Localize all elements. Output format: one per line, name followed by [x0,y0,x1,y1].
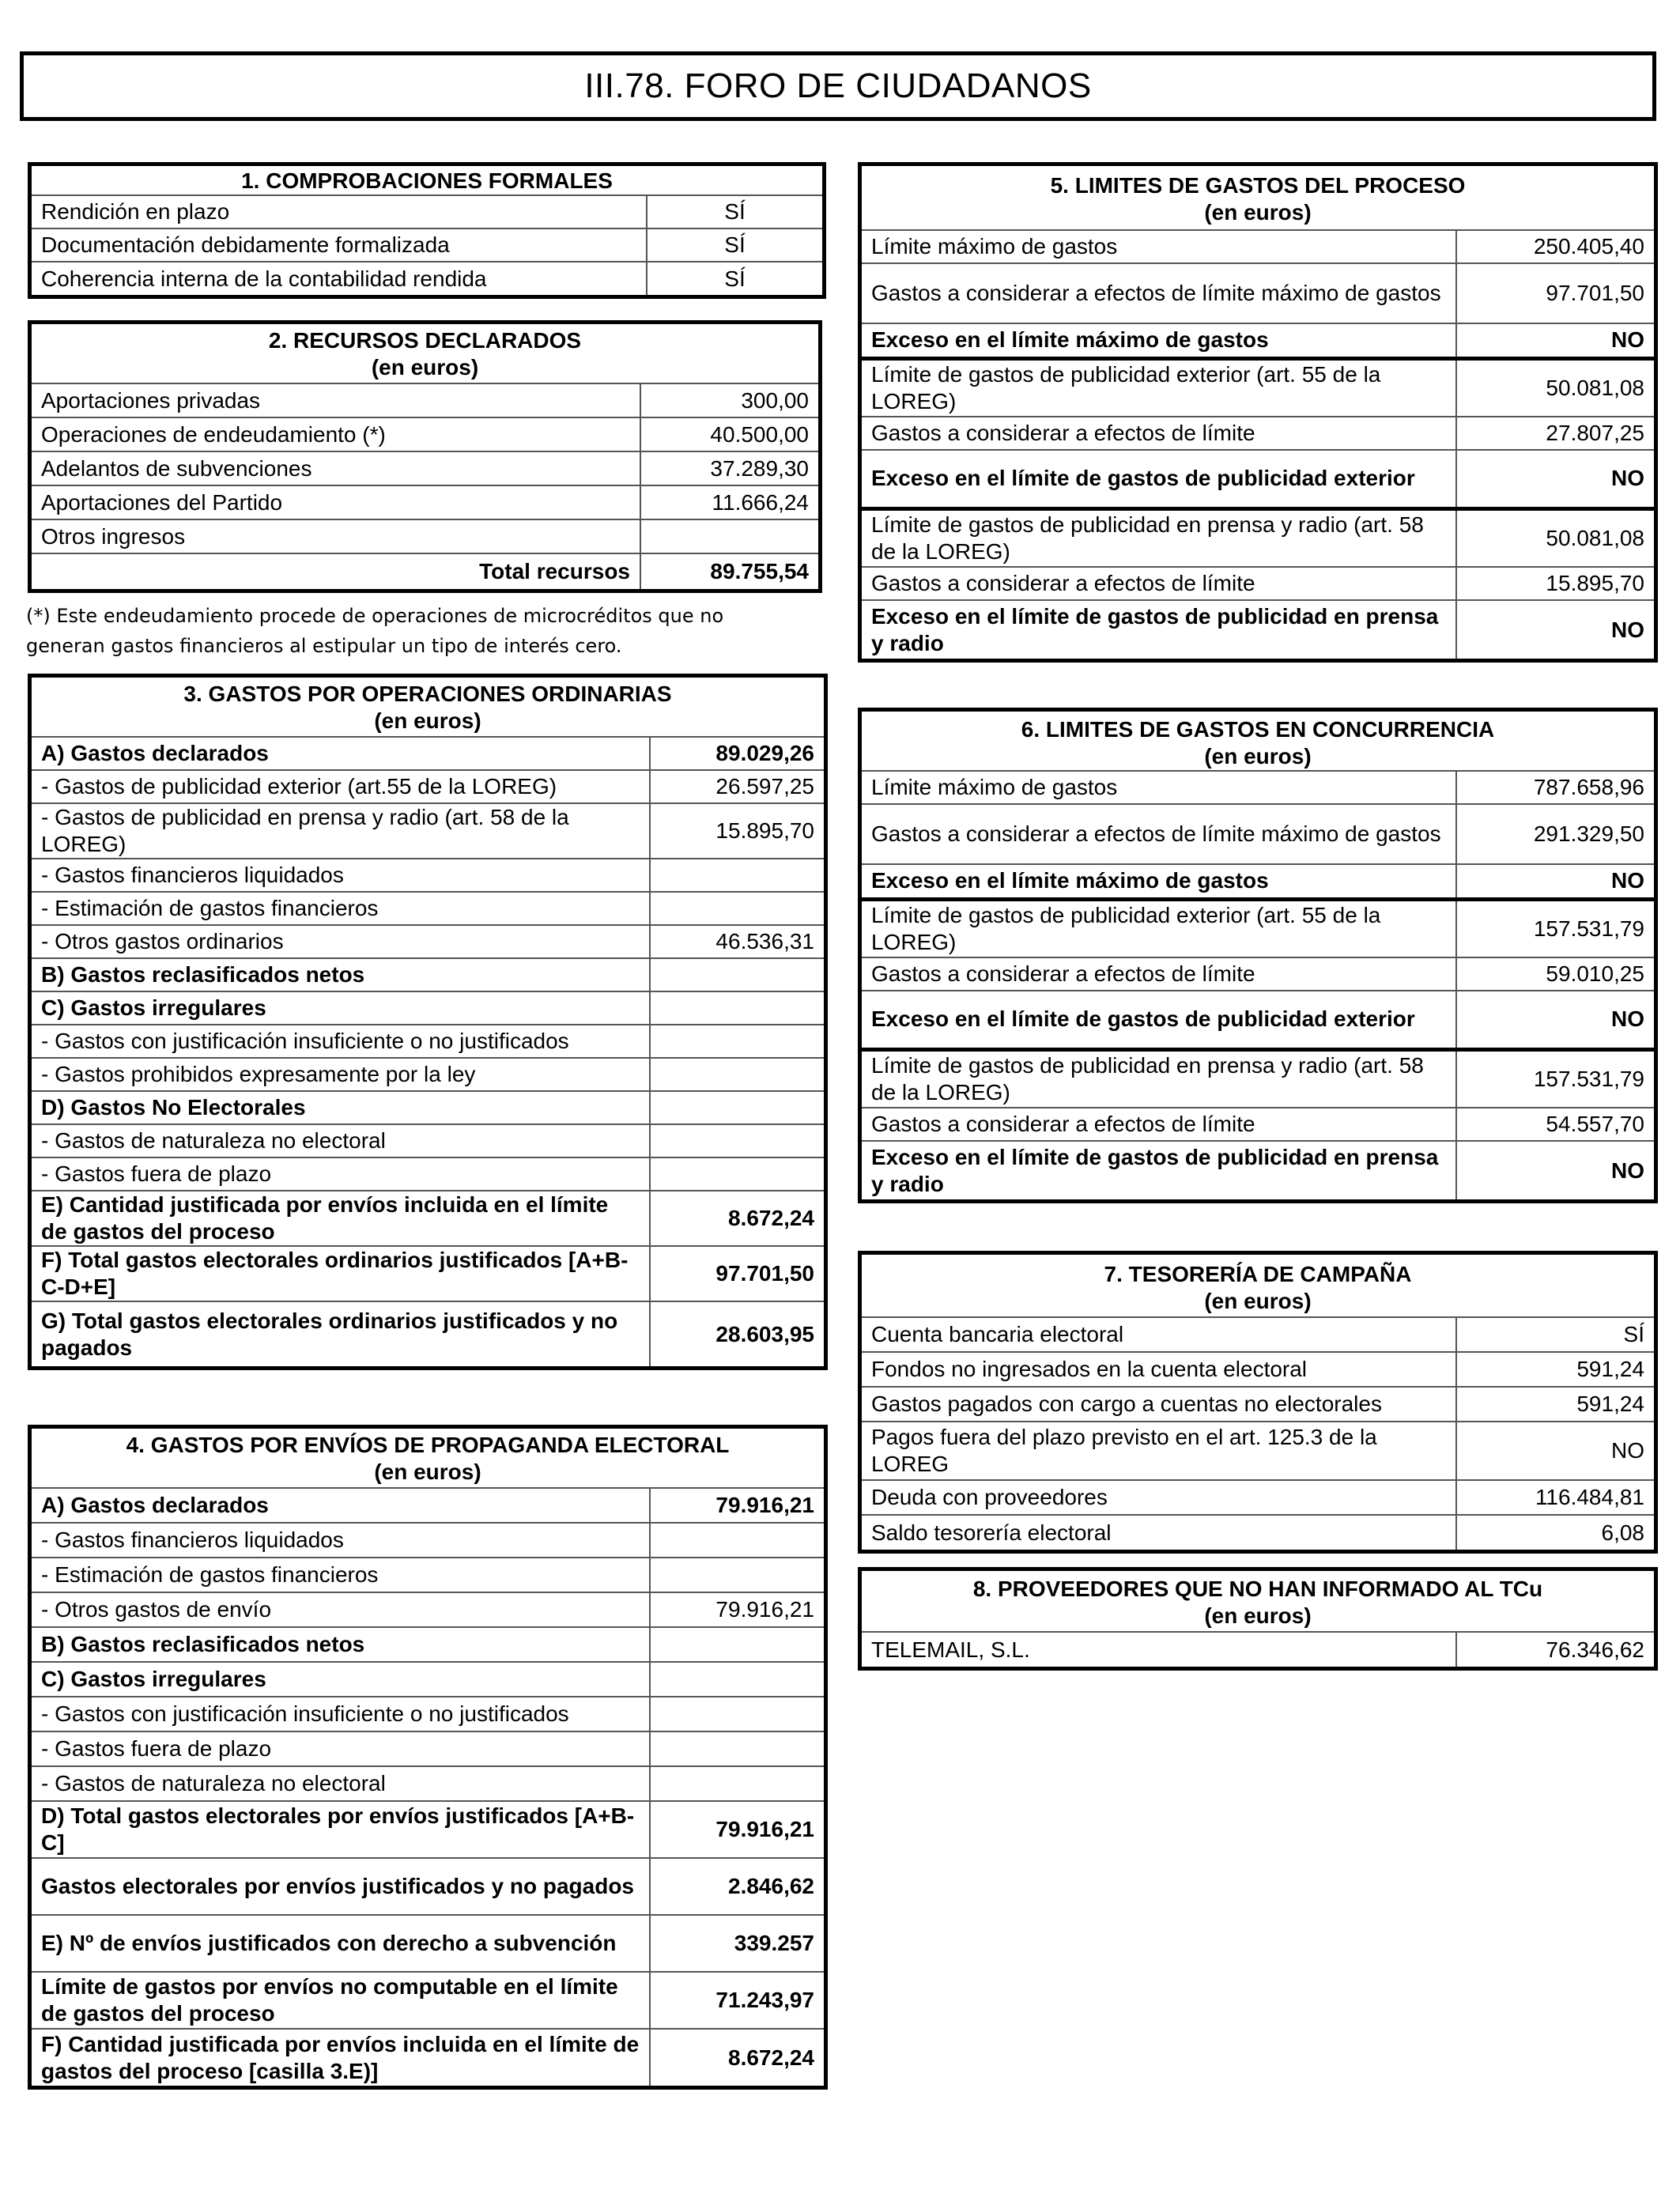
row-label: - Gastos de publicidad exterior (art.55 de la LOREG) [32,770,650,803]
row-value [650,892,824,925]
row-label: Pagos fuera del plazo previsto en el art. 125.3 de la LOREG [862,1422,1456,1480]
section-title: 7. TESORERÍA DE CAMPAÑA [1104,1262,1412,1286]
row-value: 79.916,21 [650,1488,824,1523]
row-value: 79.916,21 [650,1592,824,1627]
row-value: 116.484,81 [1456,1480,1654,1515]
row-label: Gastos pagados con cargo a cuentas no electorales [862,1387,1456,1422]
row-value: 71.243,97 [650,1972,824,2029]
row-value: SÍ [647,195,822,228]
row-value [650,1627,824,1662]
section-limites-proceso [858,162,1658,663]
total-label: Total recursos [32,553,640,589]
row-label: A) Gastos declarados [32,1488,650,1523]
row-value [650,1058,824,1091]
row-label: TELEMAIL, S.L. [862,1632,1456,1667]
row-label: Coherencia interna de la contabilidad rendida [32,262,647,295]
row-label: - Gastos prohibidos expresamente por la ley [32,1058,650,1091]
row-label: A) Gastos declarados [32,737,650,770]
row-value [650,1523,824,1558]
page-title: III.78. FORO DE CIUDADANOS [20,51,1656,121]
row-value: 787.658,96 [1456,771,1654,804]
row-value: 37.289,30 [640,451,818,485]
row-value [650,1558,824,1592]
row-value: 54.557,70 [1456,1108,1654,1141]
row-value: 300,00 [640,383,818,417]
row-value: 11.666,24 [640,485,818,519]
footnote-line: generan gastos financieros al estipular un tipo de interés cero. [26,635,622,657]
row-value [650,859,824,892]
row-label: Gastos a considerar a efectos de límite [862,1108,1456,1141]
row-value: 97.701,50 [650,1246,824,1301]
row-label: - Gastos con justificación insuficiente o no justificados [32,1697,650,1731]
row-value: 591,24 [1456,1387,1654,1422]
section-subtitle: (en euros) [374,708,481,733]
row-label: Documentación debidamente formalizada [32,228,647,262]
row-value: 27.807,25 [1456,417,1654,450]
row-label: Exceso en el límite de gastos de publicidad en prensa y radio [862,600,1456,659]
row-label: Gastos a considerar a efectos de límite [862,957,1456,991]
section-subtitle: (en euros) [371,355,479,380]
row-label: Límite de gastos de publicidad exterior (art. 55 de la LOREG) [862,899,1456,957]
footnote-line: (*) Este endeudamiento procede de operaciones de microcréditos que no [26,605,724,627]
row-value: 50.081,08 [1456,358,1654,417]
row-label: F) Cantidad justificada por envíos incluida en el límite de gastos del proceso [casilla 3.E)] [32,2029,650,2086]
row-value: 89.029,26 [650,737,824,770]
row-label: E) Cantidad justificada por envíos incluida en el límite de gastos del proceso [32,1191,650,1246]
row-label: - Estimación de gastos financieros [32,1558,650,1592]
section-comprobaciones-formales [28,162,826,299]
row-value: SÍ [1456,1317,1654,1352]
section-title: 2. RECURSOS DECLARADOS [268,328,582,353]
row-label: C) Gastos irregulares [32,991,650,1025]
section-limites-concurrencia [858,708,1658,1203]
row-value [640,519,818,553]
section-title: 5. LIMITES DE GASTOS DEL PROCESO [1050,173,1466,198]
row-value [650,1662,824,1697]
row-value: 15.895,70 [650,803,824,859]
section-subtitle: (en euros) [1204,1289,1312,1313]
row-label: Saldo tesorería electoral [862,1515,1456,1550]
row-value: 79.916,21 [650,1801,824,1858]
row-label: D) Gastos No Electorales [32,1091,650,1124]
row-value: 250.405,40 [1456,230,1654,263]
section-subtitle: (en euros) [374,1460,481,1484]
row-value [650,1731,824,1766]
row-label: Adelantos de subvenciones [32,451,640,485]
section-gastos-ordinarios [28,674,828,1370]
row-value: SÍ [647,228,822,262]
row-label: Límite de gastos de publicidad en prensa y radio (art. 58 de la LOREG) [862,1049,1456,1108]
row-value: NO [1456,450,1654,508]
row-value [650,1124,824,1157]
row-value: 6,08 [1456,1515,1654,1550]
row-label: - Otros gastos ordinarios [32,925,650,958]
row-value: 76.346,62 [1456,1632,1654,1667]
row-value: NO [1456,991,1654,1049]
row-value [650,1025,824,1058]
row-value: 591,24 [1456,1352,1654,1387]
section-subtitle: (en euros) [1204,744,1312,768]
row-value: 15.895,70 [1456,567,1654,600]
row-value: 40.500,00 [640,417,818,451]
row-label: Exceso en el límite de gastos de publicidad exterior [862,450,1456,508]
row-label: Límite máximo de gastos [862,230,1456,263]
row-label: G) Total gastos electorales ordinarios justificados y no pagados [32,1301,650,1366]
row-value: 2.846,62 [650,1858,824,1915]
row-label: - Gastos de naturaleza no electoral [32,1124,650,1157]
row-label: Aportaciones del Partido [32,485,640,519]
row-value: 26.597,25 [650,770,824,803]
row-label: Gastos a considerar a efectos de límite [862,567,1456,600]
footnote [26,601,825,661]
section-title: 8. PROVEEDORES QUE NO HAN INFORMADO AL TCu [972,1577,1543,1601]
row-label: Límite máximo de gastos [862,771,1456,804]
row-value: 8.672,24 [650,2029,824,2086]
row-value: 8.672,24 [650,1191,824,1246]
row-label: - Gastos de publicidad en prensa y radio (art. 58 de la LOREG) [32,803,650,859]
row-value: NO [1456,1141,1654,1199]
row-label: - Gastos de naturaleza no electoral [32,1766,650,1801]
row-label: Límite de gastos de publicidad exterior (art. 55 de la LOREG) [862,358,1456,417]
section-subtitle: (en euros) [1204,1603,1312,1628]
row-value: 59.010,25 [1456,957,1654,991]
row-label: Exceso en el límite de gastos de publicidad en prensa y radio [862,1141,1456,1199]
row-value [650,1697,824,1731]
total-value: 89.755,54 [640,553,818,589]
row-label: Deuda con proveedores [862,1480,1456,1515]
row-label: D) Total gastos electorales por envíos justificados [A+B-C] [32,1801,650,1858]
row-value: 97.701,50 [1456,263,1654,323]
row-label: Gastos electorales por envíos justificados y no pagados [32,1858,650,1915]
row-label: Exceso en el límite máximo de gastos [862,323,1456,358]
row-value [650,991,824,1025]
row-value: 50.081,08 [1456,508,1654,567]
row-value: 339.257 [650,1915,824,1972]
section-title: 4. GASTOS POR ENVÍOS DE PROPAGANDA ELECTORAL [126,1433,730,1457]
row-label: B) Gastos reclasificados netos [32,958,650,991]
row-label: - Otros gastos de envío [32,1592,650,1627]
row-label: C) Gastos irregulares [32,1662,650,1697]
row-label: F) Total gastos electorales ordinarios justificados [A+B-C-D+E] [32,1246,650,1301]
row-label: - Gastos financieros liquidados [32,859,650,892]
row-label: Rendición en plazo [32,195,647,228]
row-label: Gastos a considerar a efectos de límite [862,417,1456,450]
row-label: Cuenta bancaria electoral [862,1317,1456,1352]
section-gastos-envios [28,1425,828,2090]
row-label: Operaciones de endeudamiento (*) [32,417,640,451]
row-value: 28.603,95 [650,1301,824,1366]
row-label: - Gastos fuera de plazo [32,1157,650,1191]
section-tesoreria-campana [858,1251,1658,1554]
row-label: - Gastos financieros liquidados [32,1523,650,1558]
row-value [650,1157,824,1191]
row-label: - Gastos con justificación insuficiente o no justificados [32,1025,650,1058]
row-label: Gastos a considerar a efectos de límite máximo de gastos [862,804,1456,864]
section-title: 3. GASTOS POR OPERACIONES ORDINARIAS [183,682,672,706]
row-label: Gastos a considerar a efectos de límite máximo de gastos [862,263,1456,323]
row-value: NO [1456,323,1654,358]
row-value: NO [1456,1422,1654,1480]
row-label: B) Gastos reclasificados netos [32,1627,650,1662]
row-label: - Gastos fuera de plazo [32,1731,650,1766]
row-value [650,1091,824,1124]
row-label: Exceso en el límite de gastos de publicidad exterior [862,991,1456,1049]
row-value: 157.531,79 [1456,1049,1654,1108]
row-label: Fondos no ingresados en la cuenta electoral [862,1352,1456,1387]
section-subtitle: (en euros) [1204,200,1312,225]
row-label: E) Nº de envíos justificados con derecho a subvención [32,1915,650,1972]
section-title: 6. LIMITES DE GASTOS EN CONCURRENCIA [1021,717,1495,742]
row-label: Límite de gastos por envíos no computable en el límite de gastos del proceso [32,1972,650,2029]
row-value: 157.531,79 [1456,899,1654,957]
section-proveedores-tcu [858,1567,1658,1671]
section-title: 1. COMPROBACIONES FORMALES [32,166,822,195]
row-value: 291.329,50 [1456,804,1654,864]
row-label: - Estimación de gastos financieros [32,892,650,925]
row-label: Exceso en el límite máximo de gastos [862,864,1456,899]
row-value: NO [1456,864,1654,899]
row-value: SÍ [647,262,822,295]
row-label: Otros ingresos [32,519,640,553]
row-value: NO [1456,600,1654,659]
row-label: Límite de gastos de publicidad en prensa y radio (art. 58 de la LOREG) [862,508,1456,567]
row-value: 46.536,31 [650,925,824,958]
row-label: Aportaciones privadas [32,383,640,417]
row-value [650,958,824,991]
section-recursos-declarados [28,320,822,593]
row-value [650,1766,824,1801]
